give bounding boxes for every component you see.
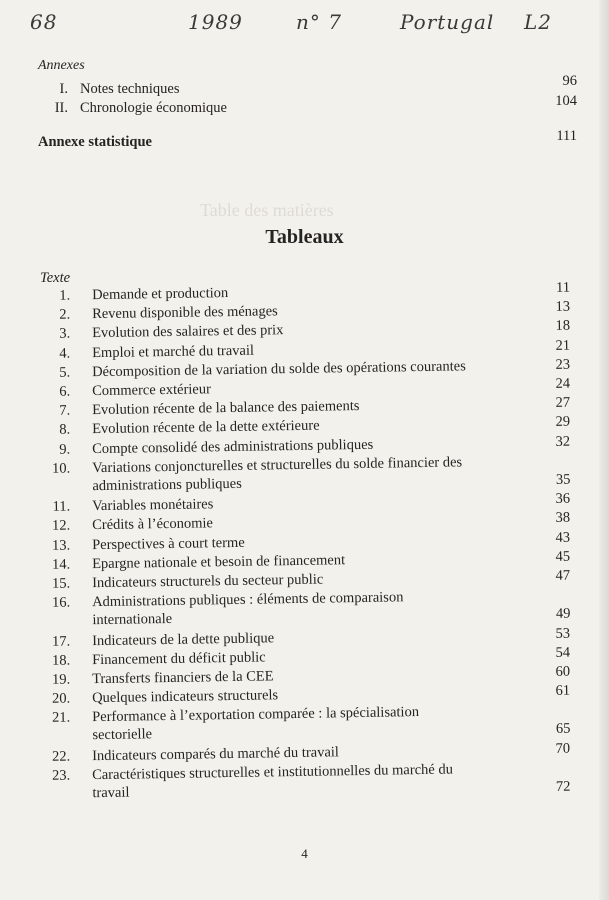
entry-label-line: Quelques indicateurs structurels <box>92 687 279 707</box>
entry-number: 13. <box>51 537 71 554</box>
entry-page: 18 <box>555 318 571 335</box>
entry-label-line: administrations publiques <box>92 475 242 494</box>
entry-number: 2. <box>59 306 71 323</box>
entry-label-line: Epargne nationale et besoin de financement <box>92 552 346 572</box>
entry-page: 60 <box>555 663 571 680</box>
entry-page: 53 <box>555 625 571 642</box>
entry-label-line: sectorielle <box>92 726 153 744</box>
entry-label-line: Commerce extérieur <box>92 381 212 400</box>
entry-label-line: Financement du déficit public <box>92 649 266 668</box>
entry-number: 11. <box>52 498 71 515</box>
entry-page: 61 <box>555 682 571 700</box>
entry-page: 27 <box>555 394 571 412</box>
entry-label-line: Demande et production <box>92 285 229 304</box>
annexe-statistique-label: Annexe statistique <box>38 134 152 150</box>
entry-label-line: Crédits à l’économie <box>92 515 214 534</box>
entry-number: 7. <box>59 402 71 419</box>
entry-number: 17. <box>51 633 71 650</box>
entry-page: 32 <box>555 433 571 450</box>
entry-label: Notes techniques <box>80 81 180 97</box>
entry-number: I. <box>59 81 68 97</box>
entry-number: 19. <box>51 671 71 688</box>
entry-page: 45 <box>555 548 571 565</box>
entry-label-line: Variables monétaires <box>92 496 214 515</box>
entry-number: 21. <box>51 709 71 727</box>
entry-number: 18. <box>51 652 71 669</box>
entry-label-line: Revenu disponible des ménages <box>92 303 278 323</box>
annexes-heading: Annexes <box>38 58 85 73</box>
entry-number: 8. <box>59 421 71 439</box>
entry-number: 6. <box>59 383 71 400</box>
entry-label-line: Décomposition de la variation du solde des opérations courantes <box>92 358 466 380</box>
table-of-contents-row <box>40 279 580 304</box>
handwritten-note: n° 7 <box>296 10 342 34</box>
entry-label-line: Evolution des salaires et des prix <box>92 322 284 342</box>
entry-number: 23. <box>51 767 71 784</box>
entry-label-line: travail <box>92 784 130 802</box>
entry-label <box>92 586 533 629</box>
entry-label-line: Administrations publiques : éléments de comparaison <box>92 589 404 611</box>
entry-label-line: Indicateurs comparés du marché du travail <box>92 744 340 764</box>
entry-label-line: Evolution récente de la balance des paiements <box>92 398 360 419</box>
handwritten-note: Portugal <box>400 10 495 34</box>
entry-label-line: Evolution récente de la dette extérieure <box>92 418 320 438</box>
entry-label-line: Performance à l’exportation comparée : la spécialisation <box>92 704 420 726</box>
texte-section-heading: Texte <box>40 270 71 286</box>
entry-number: 3. <box>59 325 71 343</box>
show-through-text: Table des matières <box>200 200 334 220</box>
entry-label-line: Variations conjoncturelles et structurelles du solde financier des <box>92 454 463 476</box>
entry-number: 1. <box>59 287 71 304</box>
entry-page: 54 <box>555 644 571 661</box>
entry-page: 43 <box>555 529 571 546</box>
handwritten-note: 68 <box>30 10 58 34</box>
entry-label-line: Caractéristiques structurelles et institutionnelles du marché du <box>92 761 454 784</box>
handwritten-note: L2 <box>524 10 553 34</box>
entry-page: 65 <box>555 721 571 738</box>
entry-number: 10. <box>51 460 71 477</box>
entry-label-line: Transferts financiers de la CEE <box>92 668 274 688</box>
entry-page: 70 <box>555 740 571 757</box>
entry-label: Chronologie économique <box>80 100 227 116</box>
entry-page: 21 <box>555 337 571 354</box>
entry-number: 9. <box>59 441 71 458</box>
entry-page: 38 <box>555 510 571 527</box>
entry-label-line: Compte consolidé des administrations publiques <box>92 436 374 457</box>
entry-page: 35 <box>555 471 571 488</box>
entry-page: 104 <box>555 93 577 109</box>
entry-page: 24 <box>555 375 571 392</box>
entry-page: 23 <box>555 356 571 373</box>
entry-label <box>92 452 533 495</box>
entry-page: 49 <box>555 606 571 623</box>
entry-number: 14. <box>51 556 71 573</box>
entry-label-line: Indicateurs structurels du secteur public <box>92 571 324 592</box>
annexe-statistique-page: 111 <box>556 128 577 144</box>
entry-page: 13 <box>555 298 571 316</box>
entry-number: 16. <box>51 594 71 611</box>
entry-label-line: Perspectives à court terme <box>92 534 245 553</box>
entry-number: 4. <box>59 345 71 362</box>
entry-label <box>92 759 533 802</box>
page-edge <box>599 0 609 900</box>
entry-label-line: Emploi et marché du travail <box>92 342 255 361</box>
entry-label-line: Indicateurs de la dette publique <box>92 629 275 649</box>
entry-number: 20. <box>51 690 71 707</box>
handwritten-note: 1989 <box>188 10 243 34</box>
entry-number: II. <box>54 100 68 116</box>
entry-page: 72 <box>555 778 571 796</box>
entry-page: 29 <box>555 414 571 431</box>
tableaux-title: Tableaux <box>265 226 344 248</box>
entry-label-line: internationale <box>92 611 173 629</box>
entry-page: 36 <box>555 490 571 508</box>
entry-number: 5. <box>59 364 71 381</box>
entry-number: 22. <box>51 748 71 765</box>
entry-page: 11 <box>555 279 571 296</box>
page-number: 4 <box>301 846 308 861</box>
entry-number: 15. <box>51 575 71 592</box>
entry-page: 47 <box>555 567 571 584</box>
entry-number: 12. <box>51 517 71 535</box>
entry-label <box>92 702 533 745</box>
entry-page: 96 <box>562 73 577 89</box>
